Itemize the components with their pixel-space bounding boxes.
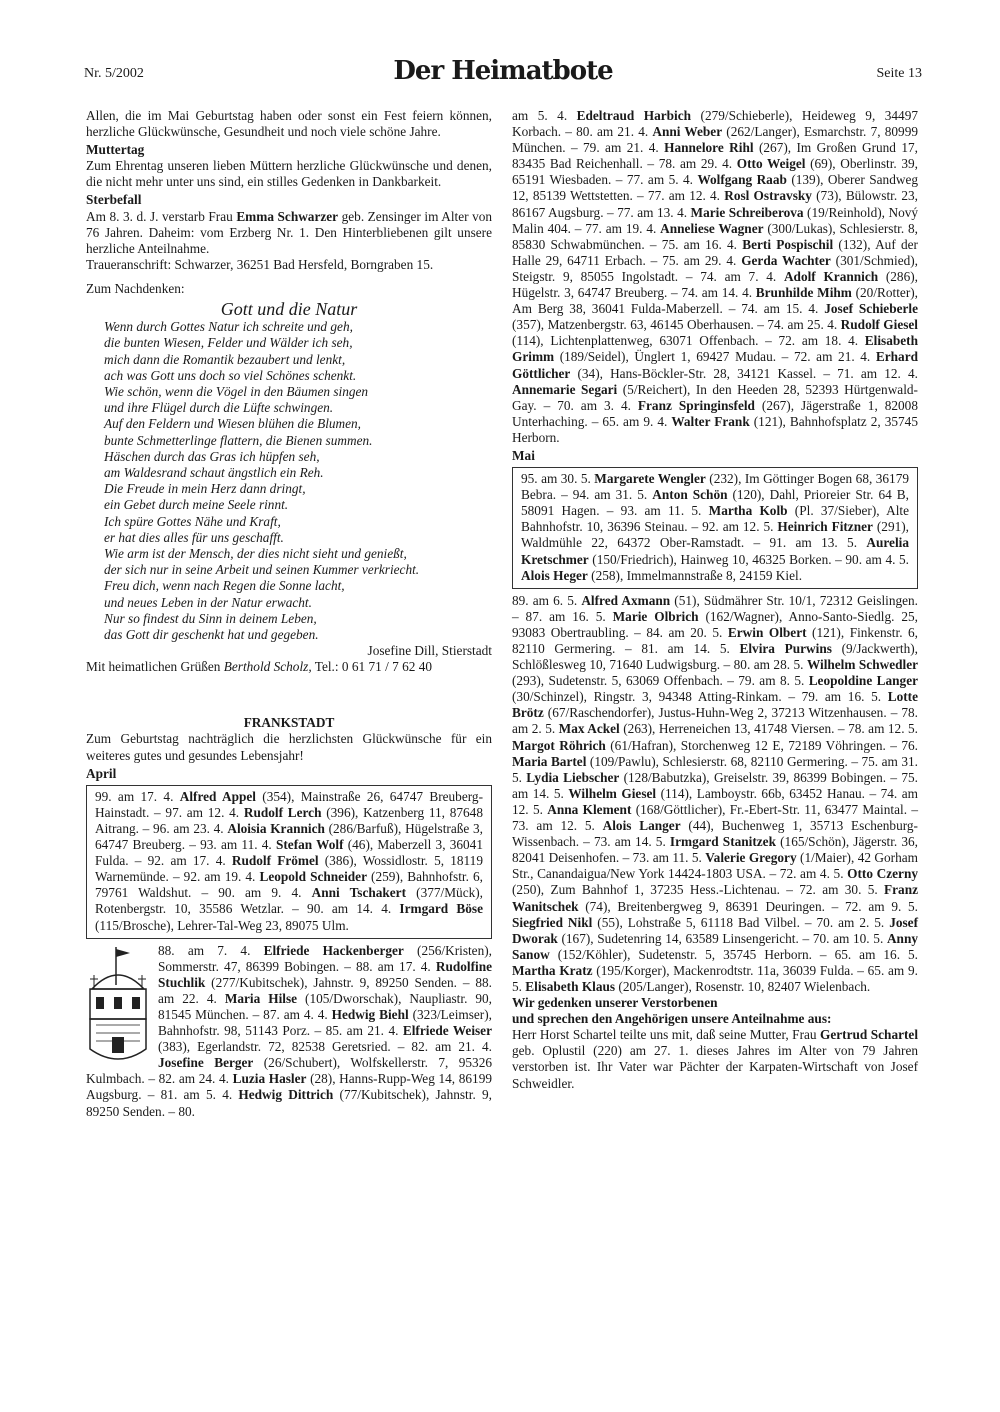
person-name: Adolf Krannich <box>783 268 879 284</box>
person-name: Hannelore Rihl <box>664 140 754 156</box>
person-name: Erwin Olbert <box>727 624 807 640</box>
poem-line: Wie arm ist der Mensch, der dies nicht sieht und genießt, <box>104 545 407 561</box>
person-name: Wilhelm Schwedler <box>806 657 918 673</box>
poem-line: am Waldesrand schaut ängstlich ein Reh. <box>104 464 324 480</box>
person-name: Elisabeth Klaus <box>525 978 616 994</box>
person-name: Josef Schieberle <box>824 301 918 317</box>
sterbefall-text: Am 8. 3. d. J. verstarb Frau Emma Schwarzer geb. Zensinger im Alter von 76 Jahren. Daheim: vom Erzberg Nr. 1. Den Hinterbliebenen gilt unsere herzliche Anteilnahme. <box>86 208 493 256</box>
person-name: Josef Dworak <box>512 914 919 946</box>
poem-line: Die Freude in mein Herz dann dringt, <box>104 481 306 497</box>
person-name: Gerda Wachter <box>741 252 831 268</box>
poem <box>86 319 492 643</box>
person-name: Rudolfine Stuchlik <box>158 958 492 990</box>
verstorben-heading-1: Wir gedenken unserer Verstorbenen <box>512 995 718 1011</box>
person-name: Elisabeth Grimm <box>512 333 918 365</box>
page-header <box>84 56 922 96</box>
poem-line: Nur so findest du Sinn in deinem Leben, <box>104 610 317 626</box>
person-name: Heinrich Fitzner <box>777 519 873 535</box>
trauer-address: Traueranschrift: Schwarzer, 36251 Bad Hersfeld, Borngraben 15. <box>86 256 434 272</box>
person-name: Brunhilde Mihm <box>755 285 852 301</box>
poem-line: Wie schön, wenn die Vögel in den Bäumen singen <box>104 383 369 399</box>
person-name: Marie Olbrich <box>612 608 699 624</box>
town-crest-icon <box>86 945 150 1071</box>
birthday-list: am 5. 4. Edeltraud Harbich (279/Schieberle), Heideweg 9, 34497 Korbach. – 80. am 21. 4. Anni Weber (262/Langer), Esmarchstr. 7, 80999 München. – 79. am 21. 4. Hannelore Rihl (267), Im Großen Grund 17, 83435 Bad Reichenhall. – 78. am 29. 4. Otto Weigel (69), Oberlinstr. 39, 65191 Wiesbaden. – 77. am 5. 4. Wolfgang Raab (139), Oberer Sandweg 12, 85139 Wettstetten. – 77. am 12. 4. Rosl Ostravsky (73), Bülowstr. 23, 86167 Augsburg. – 77. am 13. 4. Marie Schreiberova (19/Reinhold), Nový Malin 404. – 77. am 19. 4. Anneliese Wagner (300/Lukas), Schlesierstr. 8, 85830 Schwabmünchen. – 75. am 16. 4. Berti Pospischil (132), Auf der Halle 29, 64711 Erbach. – 75. am 29. 4. Gerda Wachter (301/Schmied), Steigstr. 9, 85055 Ingolstadt. – 74. am 7. 4. Adolf Krannich (286), Hügelstr. 3, 64747 Breuberg. – 74. am 14. 4. Brunhilde Mihm (20/Rotter), Am Berg 38, 36041 Fulda-Maberzell. – 74. am 15. 4. Josef Schieberle (357), Matzenbergstr. 63, 46145 Oberhausen. – 74. am 25. 4. Rudolf Giesel (114), Lichtenplattenweg, 63071 Offenbach. – 72. am 18. 4. Elisabeth Grimm (189/Seidel), Ünglert 1, 69427 Mudau. – 72. am 21. 4. Erhard Göttlicher (34), Hans-Böckler-Str. 28, 34121 Kassel. – 71. am 12. 4. Annemarie Segari (5/Reichert), In den Heeden 28, 52393 Hürtgenwald-Gay. – 70. am 3. 4. Franz Springinsfeld (267), Jägerstraße 1, 82008 Unterhaching. – 65. am 9. 4. Walter Frank (121), Bahnhofsplatz 2, 35745 Herborn. <box>512 108 919 445</box>
birthday-list: 88. am 7. 4. Elfriede Hackenberger (256/Kristen), Sommerstr. 47, 86399 Bobingen. – 88. am 17. 4. Rudolfine Stuchlik (277/Kubitschek), Jahnstr. 9, 89250 Senden. – 88. am 22. 4. Maria Hilse (105/Dworschak), Naupliastr. 90, 81545 München. – 87. am 4. 4. Hedwig Biehl (323/Leimser), Bahnhofstr. 98, 51143 Porz. – 85. am 21. 4. Elfriede Weiser (383), Egerlandstr. 72, 82538 Geretsried. – 82. am 21. 4. Josefine Berger (26/Schubert), Wolfskellerstr. 7, 95326 Kulmbach. – 82. am 24. 4. Luzia Hasler (28), Hanns-Rupp-Weg 14, 86199 Augsburg. – 81. am 5. 4. Hedwig Dittrich (77/Kubitschek), Jahnstr. 9, 89250 Senden. – 80. <box>86 942 493 1119</box>
verstorben-text: Herr Horst Schartel teilte uns mit, daß seine Mutter, Frau Gertrud Schartel geb. Oplustil (220) am 27. 1. dieses Jahres im Alter von 79 Jahren verstorben ist. Ihr Vater war Pächter der Karpaten-Wirtschaft von Josef Schweidler. <box>512 1027 919 1091</box>
poem-line: Ich spüre Gottes Nähe und Kraft, <box>104 513 281 529</box>
person-name: Margot Röhrich <box>512 737 606 753</box>
birthday-list: 99. am 17. 4. Alfred Appel (354), Mainstraße 26, 64747 Breuberg-Hainstadt. – 97. am 12. 4. Rudolf Lerch (396), Katzenberg 11, 87648 Aitrang. – 96. am 23. 4. Aloisia Krannich (286/Barfuß), Hügelstraße 3, 64747 Breuberg. – 93. am 11. 4. Stefan Wolf (46), Maberzell 3, 36041 Fulda. – 92. am 17. 4. Rudolf Frömel (386), Wossidlostr. 5, 18119 Warnemünde. – 92. am 19. 4. Leopold Schneider (259), Bahnhofstr. 6, 79761 Waldshut. – 90. am 9. 4. Anni Tschakert (377/Mück), Rotenbergstr. 10, 35586 Wetzlar. – 90. am 14. 4. Irmgard Böse (115/Brosche), Lehrer-Tal-Weg 23, 89075 Ulm. <box>95 788 484 933</box>
person-name: Martha Kolb <box>708 503 788 519</box>
poem-line: die bunten Wiesen, Felder und Wälder ich seh, <box>104 335 353 351</box>
poem-line: mich dann die Romantik bezaubert und lenkt, <box>104 351 346 367</box>
poem-line: Freu dich, wenn nach Regen die Sonne lacht, <box>104 578 345 594</box>
verstorben-heading-2: und sprechen den Angehörigen unsere Anteilnahme aus: <box>512 1011 832 1027</box>
person-name: Martha Kratz <box>512 962 593 978</box>
person-name: Anton Schön <box>652 487 728 503</box>
person-name: Siegfried Nikl <box>512 914 593 930</box>
april-box <box>86 785 492 939</box>
person-name: Irmgard Stanitzek <box>669 834 776 850</box>
person-name: Anni Weber <box>652 124 723 140</box>
person-name: Alois Langer <box>602 818 681 834</box>
muttertag-heading: Muttertag <box>86 142 145 158</box>
person-name: Lydia Liebscher <box>526 769 620 785</box>
person-name: Margarete Wengler <box>594 471 706 487</box>
deceased-name: Emma Schwarzer <box>236 208 339 224</box>
birthday-list: 89. am 6. 5. Alfred Axmann (51), Südmährer Str. 10/1, 72312 Geislingen. – 87. am 16. 5. Marie Olbrich (162/Wagner), Anno-Santo-Siedlg. 25, 93083 Obertraubling. – 84. am 20. 5. Erwin Olbert (121), Finkenstr. 6, 82110 Germering. – 81. am 14. 5. Elvira Purwins (9/Jackwerth), Schlößlesweg 10, 71640 Ludwigsburg. – 80. am 28. 5. Wilhelm Schwedler (293), Sudetenstr. 5, 63069 Offenbach. – 79. am 8. 5. Leopoldine Langer (30/Schinzel), Ringstr. 3, 94348 Atting-Rinkam. – 79. am 16. 5. Lotte Brötz (67/Raschendorfer), Justus-Huhn-Weg 2, 37213 Witzenhausen. – 78. am 2. 5. Max Ackel (263), Herreneichen 13, 41748 Viersen. – 78. am 12. 5. Margot Röhrich (61/Hafran), Storchenweg 12 E, 72189 Vöhringen. – 76. Maria Bartel (109/Pawlu), Schlesierstr. 68, 82110 Germering. – 75. am 31. 5. Lydia Liebscher (128/Babutzka), Greiselstr. 39, 86399 Bobingen. – 75. am 14. 5. Wilhelm Giesel (114), Lamboystr. 66b, 63452 Hanau. – 74. am 12. 5. Anna Klement (168/Göttlicher), Fr.-Ebert-Str. 11, 63477 Maintal. – 73. am 12. 5. Alois Langer (44), Buchenweg 1, 35713 Eschenburg-Wissenbach. – 73. am 14. 5. Irmgard Stanitzek (165/Schön), Jägerstr. 36, 82041 Deisenhofen. – 73. am 11. 5. Valerie Gregory (1/Maier), 42 Gorham Str., Canandaigua/New York 14424-1803 USA. – 72. am 4. 5. Otto Czerny (250), Zum Bahnhof 1, 37235 Hess.-Lichtenau. – 72. am 30. 5. Franz Wanitschek (74), Breitenbergweg 9, 86391 Deuringen. – 72. am 9. 5. Siegfried Nikl (55), Lohstraße 5, 61118 Bad Vilbel. – 70. am 2. 5. Josef Dworak (167), Sudetenring 14, 63589 Linsengericht. – 70. am 10. 5. Anny Sanow (152/Köhler), Sudetenstr. 5, 35745 Herborn. – 65. am 16. 5. Martha Kratz (195/Korger), Mackenrodtstr. 11a, 36039 Fulda. – 65. am 9. 5. Elisabeth Klaus (205/Langer), Rosenstr. 10, 82407 Wielenbach. <box>512 592 919 994</box>
person-name: Franz Wanitschek <box>512 882 918 914</box>
person-name: Valerie Gregory <box>705 850 797 866</box>
person-name: Alois Heger <box>521 567 588 583</box>
person-name: Rudolf Giesel <box>840 317 919 333</box>
person-name: Josefine Berger <box>158 1055 254 1071</box>
mai-heading: Mai <box>512 447 535 463</box>
person-name: Stefan Wolf <box>275 837 344 853</box>
person-name: Maria Bartel <box>512 753 587 769</box>
poem-line: bunte Schmetterlinge flattern, die Bienen summen. <box>104 432 373 448</box>
person-name: Hedwig Biehl <box>331 1006 409 1022</box>
person-name: Otto Weigel <box>736 156 806 172</box>
person-name: Anny Sanow <box>512 930 918 962</box>
poem-line: Häschen durch das Gras ich hüpfen seh, <box>104 448 320 464</box>
mai-box <box>512 467 918 589</box>
issue-number: Nr. 5/2002 <box>84 66 144 81</box>
right-column <box>512 108 918 1092</box>
poem-line: Auf den Feldern und Wiesen blühen die Blumen, <box>104 416 362 432</box>
person-name: Berti Pospischil <box>742 236 834 252</box>
poem-line: Wenn durch Gottes Natur ich schreite und geh, <box>104 319 353 335</box>
poem-title: Gott und die Natur <box>220 299 358 320</box>
masthead-title: Der Heimatbote <box>393 56 613 86</box>
person-name: Leopoldine Langer <box>808 673 918 689</box>
person-name: Elfriede Weiser <box>402 1023 492 1039</box>
person-name: Annemarie Segari <box>512 381 618 397</box>
left-column <box>86 108 492 1120</box>
birthday-list: 95. am 30. 5. Margarete Wengler (232), Im Göttinger Bogen 68, 36179 Bebra. – 94. am 31. 5. Anton Schön (120), Dahl, Prioreier Str. 64 B, 58091 Hagen. – 93. am 11. 5. Martha Kolb (Pl. 37/Sieber), Alte Bahnhofstr. 10, 36396 Steinau. – 92. am 12. 5. Heinrich Fitzner (291), Waldmühle 22, 64372 Ober-Ramstadt. – 91. am 13. 5. Aurelia Kretschmer (150/Friedrich), Hainweg 10, 46325 Borken. – 90. am 4. 5. Alois Heger (258), Immelmannstraße 8, 24159 Kiel. <box>521 471 910 583</box>
person-name: Luzia Hasler <box>232 1071 307 1087</box>
person-name: Anneliese Wagner <box>660 220 764 236</box>
person-name: Maria Hilse <box>224 990 298 1006</box>
poem-line: er hat dies alles für uns geschafft. <box>104 529 284 545</box>
muttertag-text: Zum Ehrentag unseren lieben Müttern herzliche Glückwünsche und denen, die nicht mehr unter uns sind, ein stilles Gedenken in Dankbarkeit. <box>86 158 492 190</box>
person-name: Marie Schreiberova <box>690 204 804 220</box>
greeting-line: Mit heimatlichen Grüßen Berthold Scholz, Tel.: 0 61 71 / 7 62 40 <box>86 659 433 675</box>
mai-rest <box>512 593 918 995</box>
person-name: Max Ackel <box>558 721 620 737</box>
person-name: Anni Tschakert <box>311 885 407 901</box>
person-name: Wolfgang Raab <box>697 172 787 188</box>
poem-line: und neues Leben in der Natur erwacht. <box>104 594 312 610</box>
page-number: Seite 13 <box>876 66 922 81</box>
poem-line: ein Gebet durch meine Seele rinnt. <box>104 497 289 513</box>
poem-line: der sich nur in seine Arbeit und seinen Kummer verkriecht. <box>104 562 420 578</box>
poem-signature: Josefine Dill, Stierstadt <box>367 643 492 659</box>
person-name: Franz Springinsfeld <box>637 397 755 413</box>
frankstadt-heading: FRANKSTADT <box>243 715 335 731</box>
nachdenken-label: Zum Nachdenken: <box>86 280 185 296</box>
person-name: Rudolf Frömel <box>231 853 319 869</box>
person-name: Walter Frank <box>671 413 750 429</box>
person-name: Otto Czerny <box>847 866 918 882</box>
person-name: Wilhelm Giesel <box>568 785 657 801</box>
deceased-name-2: Gertrud Schartel <box>820 1027 919 1043</box>
person-name: Edeltraud Harbich <box>576 108 692 123</box>
person-name: Leopold Schneider <box>259 869 367 885</box>
sterbefall-heading: Sterbefall <box>86 192 142 208</box>
person-name: Alfred Axmann <box>581 592 671 608</box>
may-greeting: Allen, die im Mai Geburtstag haben oder sonst ein Fest feiern können, herzliche Glückwünsche, Gesundheit und noch viele schöne Jahre. <box>86 108 492 140</box>
person-name: Hedwig Dittrich <box>238 1087 334 1103</box>
person-name: Lotte Brötz <box>512 689 918 721</box>
april-rest <box>86 943 492 1120</box>
person-name: Erhard Göttlicher <box>512 349 918 381</box>
poem-line: und ihre Flügel durch die Lüfte schwingen. <box>104 400 334 416</box>
person-name: Elfriede Hackenberger <box>263 942 404 958</box>
person-name: Elvira Purwins <box>739 641 832 656</box>
poem-line: ach was Gott uns doch so viel Schönes schenkt. <box>104 367 357 383</box>
person-name: Irmgard Böse <box>399 901 483 917</box>
person-name: Aloisia Krannich <box>227 820 325 836</box>
april-heading: April <box>86 765 117 781</box>
person-name: Aurelia Kretschmer <box>521 535 909 567</box>
poem-line: das Gott dir geschenkt hat und gegeben. <box>104 626 319 642</box>
person-name: Anna Klement <box>547 801 632 817</box>
person-name: Alfred Appel <box>179 788 256 804</box>
april-continued <box>512 108 918 446</box>
person-name: Rosl Ostravsky <box>724 188 812 204</box>
person-name: Rudolf Lerch <box>243 804 322 820</box>
frankstadt-text: Zum Geburtstag nachträglich die herzlichsten Glückwünsche für ein weiteres gutes und gesundes Lebensjahr! <box>86 731 492 763</box>
